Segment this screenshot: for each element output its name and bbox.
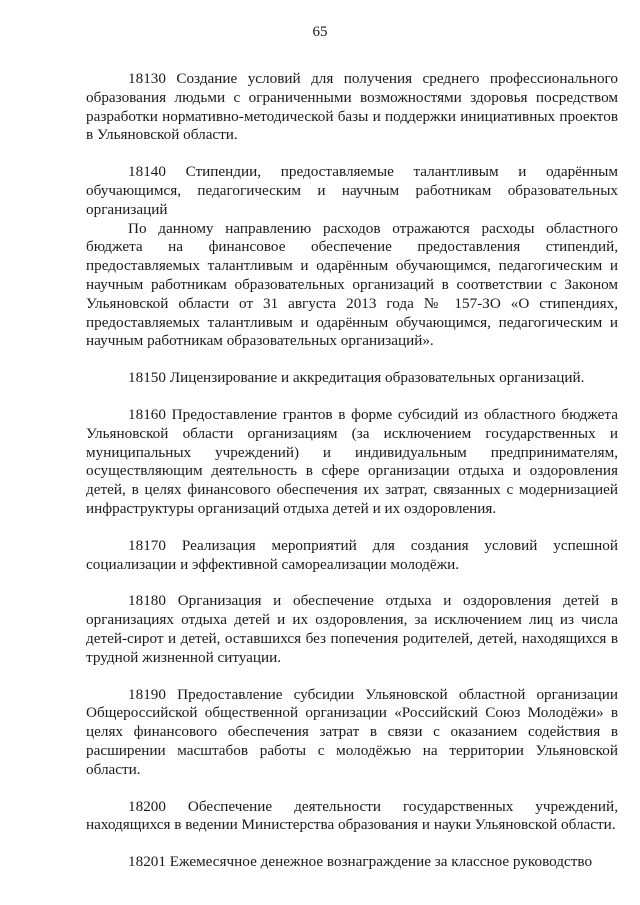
paragraph-18180: 18180 Организация и обеспечение отдыха и оздоровления детей в организациях отдыха детей и их оздоровления, за исключением лиц из числа детей-сирот и детей, оставшихся без попечения родителей, детей, находящихся в трудной жизненной ситуации. — [86, 592, 618, 666]
paragraph-18130: 18130 Создание условий для получения среднего профессионального образования людьми с ограниченными возможностями здоровья посредством разработки нормативно-методической базы и поддержки инициативных проектов в Ульяновской области. — [86, 70, 618, 144]
paragraph-18200: 18200 Обеспечение деятельности государственных учреждений, находящихся в ведении Министерства образования и науки Ульяновской области. — [86, 797, 618, 834]
document-body — [86, 70, 618, 872]
paragraph-18160: 18160 Предоставление грантов в форме субсидий из областного бюджета Ульяновской области организациям (за исключением государственных и муниципальных учреждений) и индивидуальным предпринимателям, осуществляющим деятельность в сфере организации отдыха и оздоровления детей, в целях финансового обеспечения их затрат, связанных с модернизацией инфраструктуры организаций отдыха детей и их оздоровления. — [86, 405, 618, 517]
paragraph-18150: 18150 Лицензирование и аккредитация образовательных организаций. — [128, 369, 585, 387]
paragraph-18140-heading: 18140 Стипендии, предоставляемые талантливым и одарённым обучающимся, педагогическим и научным работникам образовательных организаций — [86, 163, 618, 218]
paragraph-18170: 18170 Реализация мероприятий для создания условий успешной социализации и эффективной самореализации молодёжи. — [86, 536, 618, 573]
page-number: 65 — [312, 24, 328, 40]
paragraph-18201: 18201 Ежемесячное денежное вознаграждение за классное руководство — [128, 853, 593, 871]
paragraph-18190: 18190 Предоставление субсидии Ульяновской областной организации Общероссийской общественной организации «Российский Союз Молодёжи» в целях финансового обеспечения затрат в связи с оказанием содействия в расширении масштабов работы с молодёжью на территории Ульяновской области. — [86, 685, 618, 778]
paragraph-18140-description: По данному направлению расходов отражаются расходы областного бюджета на финансовое обеспечение предоставления стипендий, предоставляемых талантливым и одарённым обучающимся, педагогическим и научным работникам образовательных организаций в соответствии с Законом Ульяновской области от 31 августа 2013 года № 157-ЗО «О стипендиях, предоставляемых талантливым и одарённым обучающимся, педагогическим и научным работникам образовательных организаций». — [86, 219, 618, 350]
